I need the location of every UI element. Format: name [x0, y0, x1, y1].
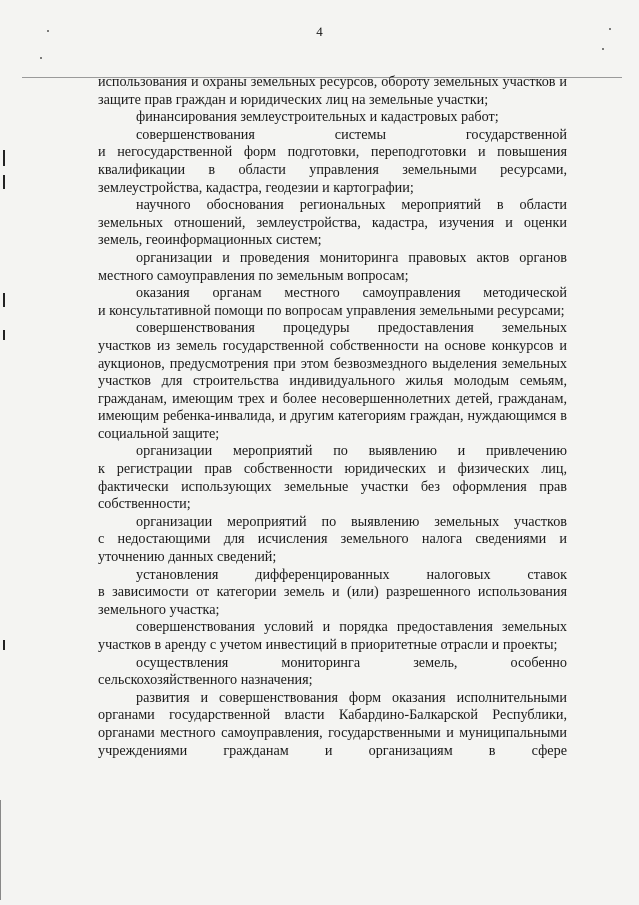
paragraph-first-line: совершенствования процедуры предоставления земельных	[136, 320, 567, 337]
paragraph	[98, 655, 567, 690]
scan-speck	[47, 30, 49, 32]
paragraph-first-line: организации мероприятий по выявлению земельных участков	[136, 513, 567, 530]
paragraph-first-line: организации мероприятий по выявлению и привлечению	[136, 443, 567, 460]
paragraph-continuation: органами государственной власти Кабардино-Балкарской Республики, органами местного самоуправления, государственными и муниципальными учреждениями гражданам и организациям в сфере	[98, 707, 567, 759]
scan-mark	[0, 800, 1, 900]
paragraph-first-line: осуществления мониторинга земель, особенно	[136, 654, 567, 671]
scan-speck	[602, 48, 604, 50]
scan-speck	[609, 28, 611, 30]
paragraph	[98, 109, 567, 127]
paragraph-first-line: совершенствования системы государственной	[136, 126, 567, 143]
paragraph-first-line: установления дифференцированных налоговых ставок	[136, 566, 567, 583]
paragraph-first-line: финансирования землеустроительных и кадастровых работ;	[136, 109, 499, 126]
paragraph-continuation: участков в аренду с учетом инвестиций в приоритетные отрасли и проекты;	[98, 637, 558, 653]
paragraph-continuation: в зависимости от категории земель и (или) разрешенного использования земельного участка;	[98, 584, 567, 618]
paragraph-first-line: организации и проведения мониторинга правовых актов органов	[136, 249, 567, 266]
scan-mark	[3, 293, 5, 307]
document-body	[98, 74, 567, 760]
paragraph	[98, 250, 567, 285]
paragraph-continuation: земельных отношений, землеустройства, кадастра, изучения и оценки земель, геоинформационных систем;	[98, 214, 567, 249]
paragraph-continuation: использования и охраны земельных ресурсов, обороту земельных участков и защите прав граждан и юридических лиц на земельные участки;	[98, 74, 567, 108]
paragraph-continuation: и негосударственной форм подготовки, переподготовки и повышения квалификации в области управления земельными ресурсами, землеустройства, кадастра, геодезии и картографии;	[98, 144, 567, 196]
paragraph	[98, 285, 567, 320]
paragraph	[98, 127, 567, 197]
scan-mark	[3, 330, 5, 340]
page-number: 4	[316, 24, 323, 39]
paragraph	[98, 443, 567, 513]
paragraph	[98, 619, 567, 654]
paragraph-continuation: сельскохозяйственного назначения;	[98, 672, 313, 689]
paragraph	[98, 197, 567, 250]
paragraph-continuation: с недостающими для исчисления земельного налога сведениями и уточнению данных сведений;	[98, 531, 567, 566]
paragraph-continuation: местного самоуправления по земельным вопросам;	[98, 267, 409, 284]
paragraph	[98, 567, 567, 620]
paragraph-first-line: развития и совершенствования форм оказания исполнительными	[136, 689, 567, 706]
paragraph	[98, 320, 567, 443]
scan-mark	[3, 640, 5, 650]
paragraph-continuation: участков из земель государственной собственности на основе конкурсов и аукционов, предусмотрения при этом безвозмездного выделения земельных участков для строительства индивидуального жилья молодым семьям, гражданам, имеющим трех и более несовершеннолетних детей, гражданам, имеющим ребенка-инвалида, и другим категориям граждан, нуждающимся в социальной защите;	[98, 337, 567, 442]
paragraph-continuation: и консультативной помощи по вопросам управления земельными ресурсами;	[98, 302, 565, 319]
paragraph-first-line: научного обоснования региональных мероприятий в области	[136, 197, 567, 214]
scan-speck	[40, 57, 42, 59]
paragraph-first-line: совершенствования условий и порядка предоставления земельных	[136, 619, 567, 636]
scan-mark	[3, 150, 5, 166]
paragraph	[98, 74, 567, 109]
scan-mark	[3, 175, 5, 189]
paragraph	[98, 690, 567, 760]
paragraph-first-line: оказания органам местного самоуправления методической	[136, 285, 567, 302]
paragraph-continuation: к регистрации прав собственности юридических и физических лиц, фактически использующих земельные участки без оформления прав собственности;	[98, 461, 567, 513]
paragraph	[98, 514, 567, 567]
